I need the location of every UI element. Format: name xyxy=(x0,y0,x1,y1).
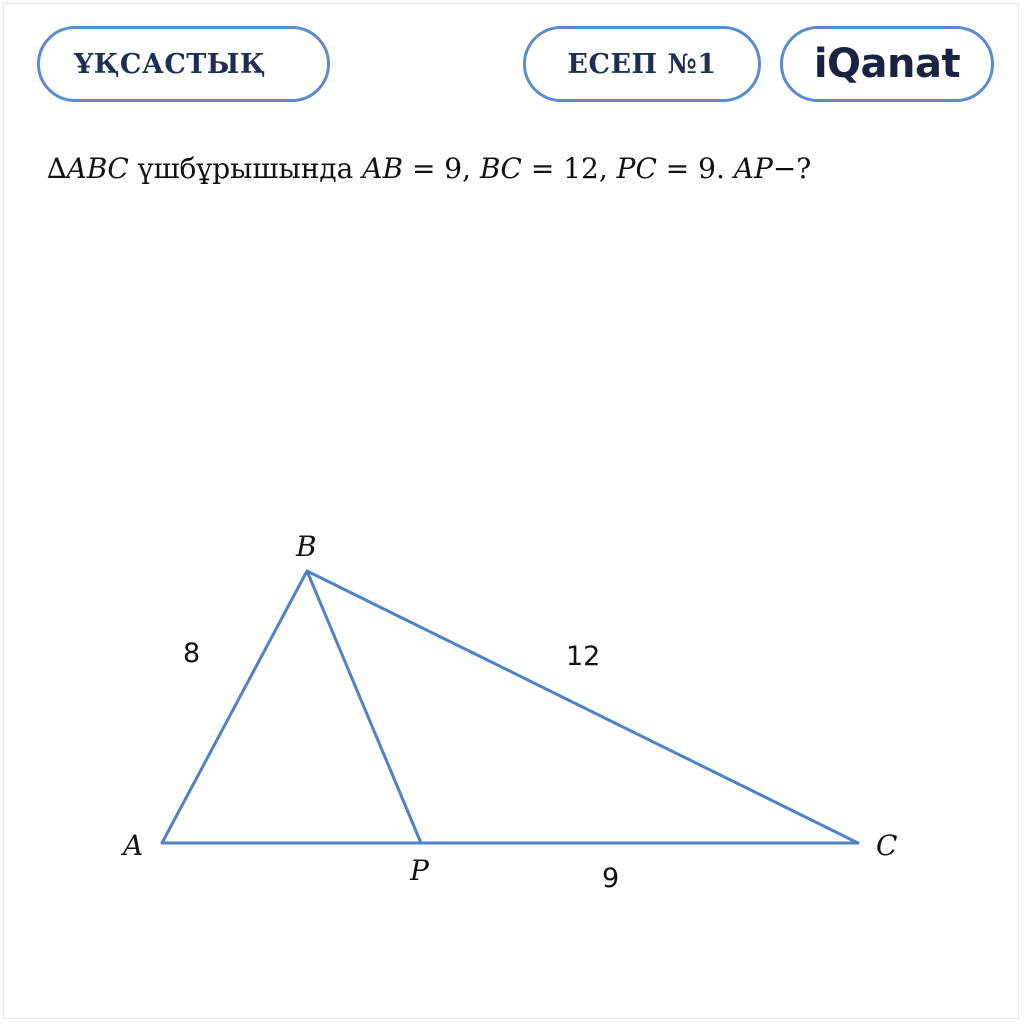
brand-logo: iQanat xyxy=(813,41,961,87)
problem-condition: 𝐴𝐵 = 9, 𝐵𝐶 = 12, 𝑃𝐶 = 9. 𝐴𝑃−? xyxy=(362,152,812,185)
task-number: ЕСЕП №1 xyxy=(567,48,717,80)
problem-word: үшбұрышында xyxy=(137,152,354,185)
side-label-pc: 9 xyxy=(602,863,620,894)
segment-bp xyxy=(307,571,421,843)
topic-title: ҰҚСАСТЫҚ xyxy=(74,48,266,80)
vertex-label-a: A xyxy=(123,829,144,862)
vertex-label-p: P xyxy=(410,854,429,887)
side-label-ab: 8 xyxy=(183,638,201,669)
side-bc xyxy=(307,571,858,843)
side-ab xyxy=(162,571,307,843)
vertex-label-b: B xyxy=(296,530,317,563)
vertex-label-c: C xyxy=(876,829,898,862)
problem-triangle: ∆𝐴𝐵𝐶 xyxy=(47,152,129,185)
side-label-bc: 12 xyxy=(566,641,601,672)
